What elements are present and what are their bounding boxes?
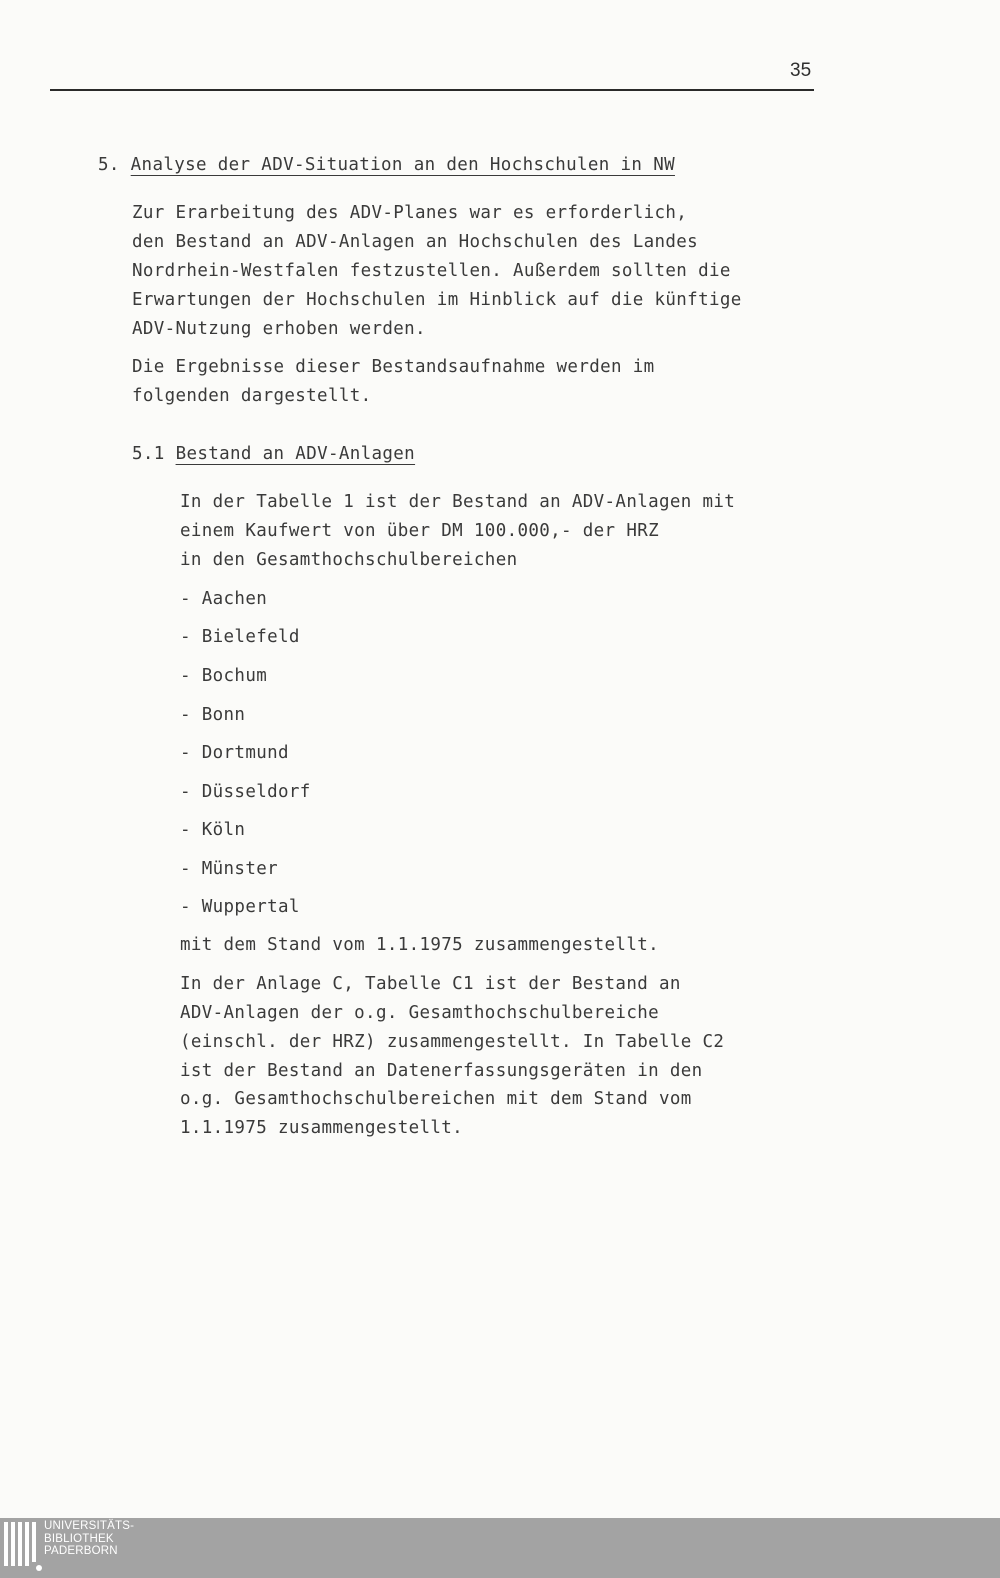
location-item: - Bonn [180, 705, 246, 725]
section-5-1-title: Bestand an ADV-Anlagen [175, 444, 416, 464]
location-item: - Bochum [180, 666, 268, 686]
results-line-2: folgenden dargestellt. [132, 386, 372, 406]
table-line-3: in den Gesamthochschulbereichen [180, 550, 518, 570]
anlage-line-5: o.g. Gesamthochschulbereichen mit dem Stand vom [180, 1089, 692, 1109]
library-logo [4, 1520, 134, 1572]
stand-line: mit dem Stand vom 1.1.1975 zusammengestellt. [180, 935, 659, 955]
anlage-line-4: ist der Bestand an Datenerfassungsgeräten in den [180, 1061, 703, 1081]
table-line-1: In der Tabelle 1 ist der Bestand an ADV-Anlagen mit [180, 492, 736, 512]
logo-text [44, 1520, 134, 1558]
page-number: 35 [790, 60, 812, 81]
section-5-1-heading [132, 446, 415, 464]
location-item: - Bielefeld [180, 627, 300, 647]
table-line-2: einem Kaufwert von über DM 100.000,- der HRZ [180, 521, 659, 541]
intro-line-3: Nordrhein-Westfalen festzustellen. Außerdem sollten die [132, 261, 731, 281]
location-item: - Münster [180, 859, 278, 879]
anlage-line-2: ADV-Anlagen der o.g. Gesamthochschulbereiche [180, 1003, 659, 1023]
anlage-line-3: (einschl. der HRZ) zusammengestellt. In Tabelle C2 [180, 1032, 725, 1052]
logo-line-1: UNIVERSITÄTS- [44, 1520, 135, 1532]
footer-bar [0, 1518, 1000, 1578]
logo-dot-icon [36, 1565, 42, 1571]
header-rule [50, 89, 814, 91]
anlage-line-1: In der Anlage C, Tabelle C1 ist der Bestand an [180, 974, 681, 994]
section-5-title: Analyse der ADV-Situation an den Hochschulen in NW [130, 155, 675, 175]
logo-line-2: BIBLIOTHEK [44, 1532, 114, 1545]
intro-line-1: Zur Erarbeitung des ADV-Planes war es erforderlich, [132, 203, 688, 223]
intro-line-4: Erwartungen der Hochschulen im Hinblick auf die künftige [132, 290, 742, 310]
section-5-heading [98, 157, 675, 175]
anlage-line-6: 1.1.1975 zusammengestellt. [180, 1118, 464, 1138]
location-item: - Wuppertal [180, 897, 300, 917]
logo-line-3: PADERBORN [44, 1545, 118, 1557]
logo-bars-icon [4, 1522, 36, 1566]
intro-line-5: ADV-Nutzung erhoben werden. [132, 319, 426, 339]
section-5-1-number: 5.1 [132, 444, 165, 464]
location-item: - Düsseldorf [180, 782, 311, 802]
location-item: - Köln [180, 820, 246, 840]
intro-line-2: den Bestand an ADV-Anlagen an Hochschulen des Landes [132, 232, 699, 252]
section-5-number: 5. [98, 155, 120, 175]
location-item: - Aachen [180, 589, 268, 609]
location-item: - Dortmund [180, 743, 289, 763]
results-line-1: Die Ergebnisse dieser Bestandsaufnahme werden im [132, 357, 655, 377]
